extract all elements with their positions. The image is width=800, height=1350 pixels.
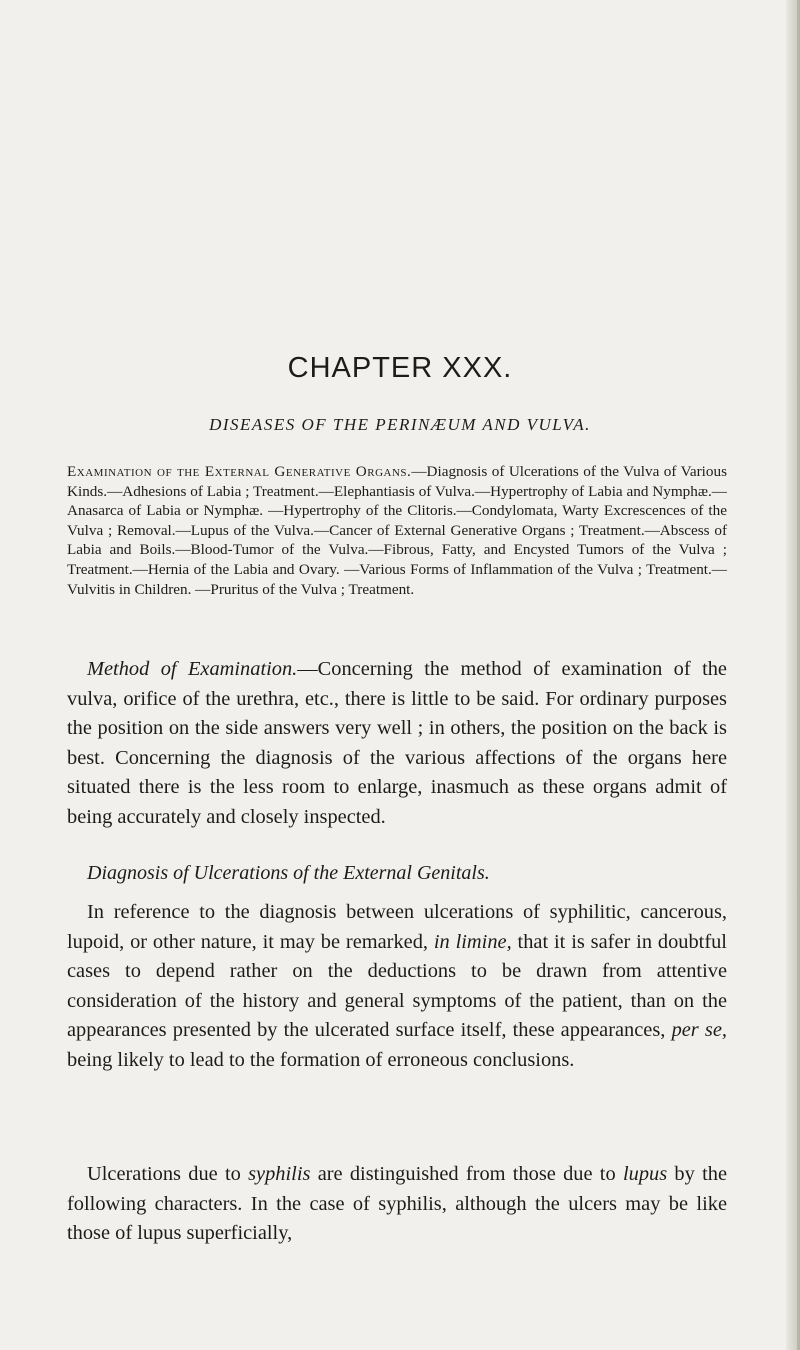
diagnosis-text-c: being likely to lead to the formation of erroneous conclusions. bbox=[67, 1048, 575, 1071]
summary-text: —Diagnosis of Ulcerations of the Vulva of Various Kinds.—Adhesions of Labia ; Treatment.—Elephantiasis of Vulva.—Hypertrophy of Labia and Nymphæ.—Anasarca of Labia or Nymphæ. —Hypertrophy of the Clitoris.—Condylomata, Warty Excrescences of the Vulva ; Removal.—Lupus of the Vulva.—Cancer of External Generative Organs ; Treatment.—Abscess of Labia and Boils.—Blood-Tumor of the Vulva.—Fibrous, Fatty, and Encysted Tumors of the Vulva ; Treatment.—Hernia of the Labia and Ovary. —Various Forms of Inflammation of the Vulva ; Treatment.—Vulvitis in Children. —Pruritus of the Vulva ; Treatment. bbox=[67, 463, 727, 598]
ulcer-italic-lupus: lupus bbox=[622, 1163, 668, 1185]
method-heading: Method of Examination. bbox=[87, 658, 298, 680]
chapter-subtitle: DISEASES OF THE PERINÆUM AND VULVA. bbox=[209, 415, 591, 434]
diagnosis-heading: Diagnosis of Ulcerations of the External Genitals. bbox=[87, 862, 490, 884]
ulcer-text-a: Ulcerations due to bbox=[87, 1163, 241, 1185]
method-text: —Concerning the method of examination of the vulva, orifice of the urethra, etc., there is little to be said. For ordinary purposes the position on the side answers very well ; in others, the position on the back is best. Concerning the diagnosis of the various affections of the organs here situated there is the less room to enlarge, inasmuch as these organs admit of being accurately and closely inspected. bbox=[67, 658, 727, 828]
ulcer-text-b: are distinguished from those due to bbox=[317, 1163, 616, 1185]
chapter-summary bbox=[67, 462, 727, 599]
diagnosis-text-a: In reference to the diagnosis between ulcerations of syphilitic, cancerous, lupoid, or other nature, it may be remarked, bbox=[67, 901, 727, 953]
diagnosis-paragraph bbox=[67, 898, 727, 1075]
chapter-title: CHAPTER XXX. bbox=[287, 352, 513, 384]
ulcerations-paragraph bbox=[67, 1160, 727, 1249]
diagnosis-italic-per-se: per se, bbox=[671, 1019, 727, 1041]
summary-lead: Examination of the External Generative Organs. bbox=[67, 463, 412, 480]
ulcer-italic-syphilis: syphilis bbox=[248, 1163, 311, 1185]
ulcer-text-c: by the following characters. In the case of syphilis, although the ulcers may be like those of lupus superficially, bbox=[67, 1163, 727, 1244]
diagnosis-italic-in-limine: in limine, bbox=[433, 930, 512, 953]
diagnosis-text-b: that it is safer in doubtful cases to depend rather on the deductions to be drawn from attentive consideration of the history and general symptoms of the patient, than on the appearances presented by the ulcerated surface itself, these appearances, bbox=[67, 930, 727, 1041]
method-paragraph bbox=[67, 655, 727, 832]
